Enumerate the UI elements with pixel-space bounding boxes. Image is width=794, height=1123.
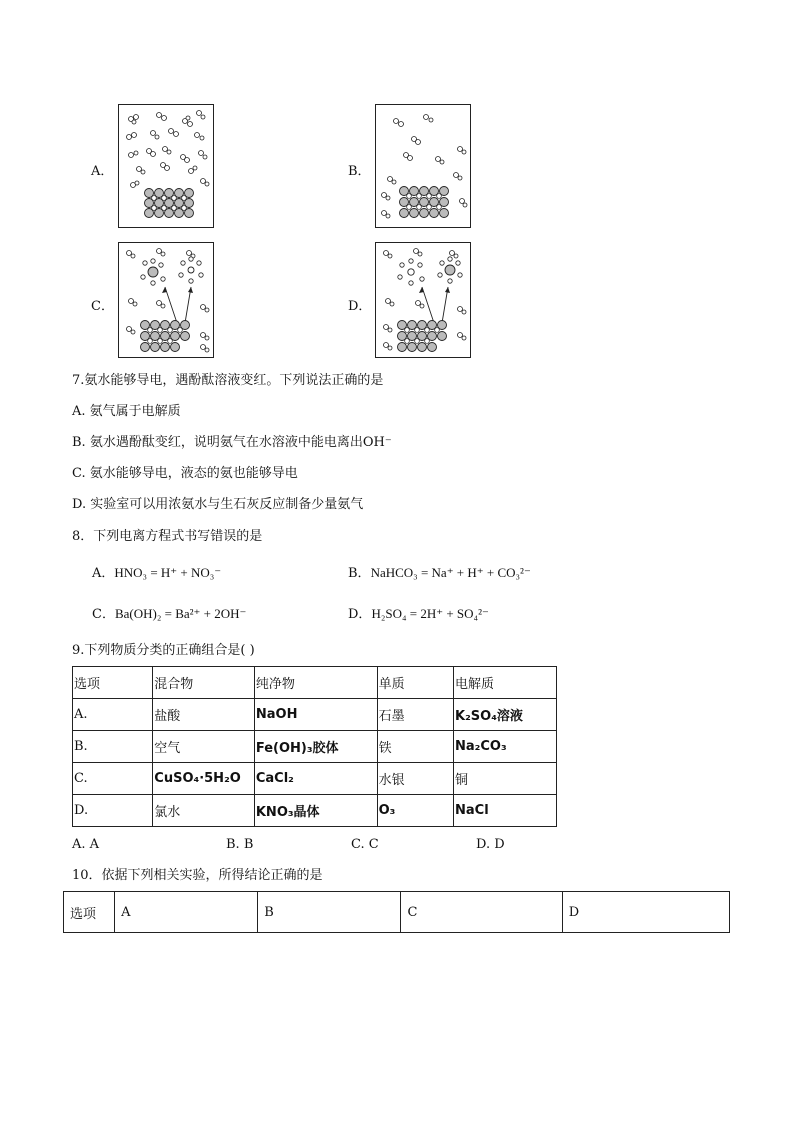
q8-equation-c: Ba(OH)₂ = Ba²⁺ + 2OH⁻ — [114, 606, 247, 621]
q9-answer-a: A. A — [72, 837, 100, 852]
q8-option-b — [348, 564, 531, 583]
diagram-a-solid-salt-in-water — [118, 104, 214, 228]
table-cell: K₂SO₄溶液 — [454, 699, 557, 731]
table-cell: 空气 — [153, 731, 255, 763]
table-cell: Fe(OH)₃胶体 — [254, 731, 377, 763]
q8-equation-b: NaHCO₃ = Na⁺ + H⁺ + CO₃²⁻ — [370, 565, 531, 580]
table-row — [73, 795, 557, 827]
q9-classification-table — [72, 666, 557, 827]
table-cell: 铜 — [454, 763, 557, 795]
option-c-label: C． — [91, 299, 114, 314]
table-row — [73, 699, 557, 731]
diagram-b-dissolving-salt — [375, 104, 471, 228]
table-cell: 氯水 — [153, 795, 255, 827]
table-cell: 盐酸 — [153, 699, 255, 731]
table-cell: D. — [73, 795, 153, 827]
q8-option-c-label: C． — [92, 607, 115, 622]
q7-option-a: A. 氨气属于电解质 — [72, 404, 181, 419]
table-cell: NaCl — [454, 795, 557, 827]
q8-equation-d: H₂SO₄ = 2H⁺ + SO₄²⁻ — [371, 606, 489, 621]
table-cell: 铁 — [377, 731, 453, 763]
table-header-cell: D — [562, 892, 729, 933]
option-d-label: D． — [348, 299, 372, 314]
table-cell: 水银 — [377, 763, 453, 795]
table-header-cell: A — [115, 892, 258, 933]
table-cell: O₃ — [377, 795, 453, 827]
option-b-label: B． — [348, 164, 371, 179]
q8-equation-a: HNO₃ = H⁺ + NO₃⁻ — [114, 565, 222, 580]
table-cell: 石墨 — [377, 699, 453, 731]
table-header-row — [73, 667, 557, 699]
table-header-cell: B — [258, 892, 401, 933]
q7-stem: 7.氨水能够导电，遇酚酞溶液变红。下列说法正确的是 — [72, 373, 384, 388]
table-row — [73, 763, 557, 795]
table-cell: CaCl₂ — [254, 763, 377, 795]
table-cell: NaOH — [254, 699, 377, 731]
option-a-label: A． — [91, 164, 114, 179]
q7-option-d: D. 实验室可以用浓氨水与生石灰反应制备少量氨气 — [72, 497, 364, 512]
table-cell: KNO₃晶体 — [254, 795, 377, 827]
q10-stem: 10．依据下列相关实验，所得结论正确的是 — [72, 868, 323, 883]
q8-option-a-label: A． — [92, 566, 115, 581]
q8-option-c — [92, 605, 246, 624]
q8-option-d — [348, 605, 489, 624]
table-cell: C. — [73, 763, 153, 795]
table-header-cell: 混合物 — [153, 667, 255, 699]
q8-option-a — [92, 564, 221, 583]
diagram-d-hydrated-ions — [375, 242, 471, 358]
q9-answer-d: D. D — [476, 837, 505, 852]
table-header-cell: 纯净物 — [254, 667, 377, 699]
q9-stem: 9.下列物质分类的正确组合是( ) — [72, 643, 255, 658]
table-header-cell: C — [401, 892, 562, 933]
q7-option-c: C. 氨水能够导电，液态的氨也能够导电 — [72, 466, 298, 481]
q9-answer-b: B. B — [226, 837, 254, 852]
q8-option-d-label: D． — [348, 607, 372, 622]
table-header-cell: 选项 — [73, 667, 153, 699]
q7-option-b: B. 氨水遇酚酞变红，说明氨气在水溶液中能电离出OH⁻ — [72, 435, 392, 450]
table-row — [73, 731, 557, 763]
table-cell: B. — [73, 731, 153, 763]
q9-answer-c: C. C — [351, 837, 379, 852]
table-header-cell: 电解质 — [454, 667, 557, 699]
table-cell: CuSO₄·5H₂O — [153, 763, 255, 795]
table-header-cell: 选项 — [64, 892, 115, 933]
q8-stem: 8．下列电离方程式书写错误的是 — [72, 529, 263, 544]
table-header-cell: 单质 — [377, 667, 453, 699]
q8-option-b-label: B． — [348, 566, 371, 581]
table-cell: Na₂CO₃ — [454, 731, 557, 763]
table-header-row — [64, 892, 730, 933]
table-cell: A. — [73, 699, 153, 731]
diagram-c-hydrated-ions — [118, 242, 214, 358]
q10-experiment-table — [63, 891, 730, 933]
